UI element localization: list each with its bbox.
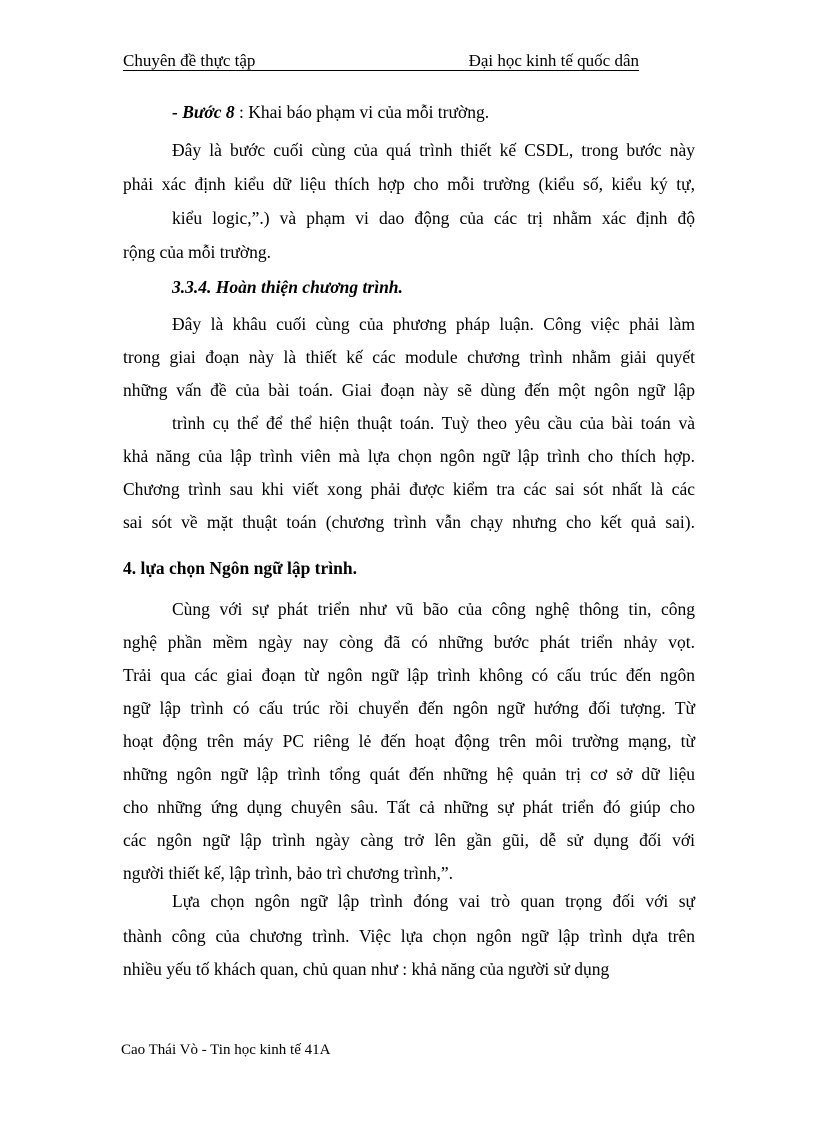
header-left: Chuyên đề thực tập — [123, 51, 256, 70]
paragraph-line: Trải qua các giai đoạn từ ngôn ngữ lập trình không có cấu trúc đến ngôn — [123, 665, 695, 685]
paragraph-line: Chương trình sau khi viết xong phải được kiểm tra các sai sót nhất là các — [123, 479, 695, 499]
paragraph-line: trong giai đoạn này là thiết kế các module chương trình nhằm giải quyết — [123, 347, 695, 367]
section-heading-4: 4. lựa chọn Ngôn ngữ lập trình. — [123, 558, 357, 578]
section-heading-334: 3.3.4. Hoàn thiện chương trình. — [172, 277, 403, 297]
paragraph-line: những vấn đề của bài toán. Giai đoạn này sẽ dùng đến một ngôn ngữ lập — [123, 380, 695, 400]
step8-text: : Khai báo phạm vi của mỗi trường. — [234, 102, 490, 122]
paragraph-line: các ngôn ngữ lập trình ngày càng trở lên gần gũi, dễ sử dụng đối với — [123, 830, 695, 850]
paragraph-line: Cùng với sự phát triển như vũ bão của công nghệ thông tin, công — [172, 599, 695, 619]
paragraph-line: nghệ phần mềm ngày nay còng đã có những bước phát triển nhảy vọt. — [123, 632, 695, 652]
step8-label: - Bước 8 — [172, 102, 235, 122]
paragraph-line: cho những ứng dụng chuyên sâu. Tất cả những sự phát triển đó giúp cho — [123, 797, 695, 817]
paragraph-line: hoạt động trên máy PC riêng lẻ đến hoạt động trên môi trường mạng, từ — [123, 731, 695, 751]
paragraph-line: những ngôn ngữ lập trình tổng quát đến những hệ quản trị cơ sở dữ liệu — [123, 764, 695, 784]
paragraph-line: phải xác định kiểu dữ liệu thích hợp cho mỗi trường (kiểu số, kiểu ký tự, — [123, 174, 695, 194]
paragraph-line: khả năng của lập trình viên mà lựa chọn ngôn ngữ lập trình cho thích hợp. — [123, 446, 695, 466]
paragraph-line: thành công của chương trình. Việc lựa chọn ngôn ngữ lập trình dựa trên — [123, 926, 695, 946]
paragraph-line: trình cụ thể để thể hiện thuật toán. Tuỳ theo yêu cầu của bài toán và — [172, 413, 695, 433]
paragraph-line: kiểu logic,”.) và phạm vi dao động của các trị nhằm xác định độ — [172, 208, 695, 228]
paragraph-line: Lựa chọn ngôn ngữ lập trình đóng vai trò quan trọng đối với sự — [172, 891, 695, 911]
page-header — [123, 50, 639, 72]
header-rule — [123, 70, 639, 71]
paragraph-line: người thiết kế, lập trình, bảo trì chương trình,”. — [123, 863, 454, 883]
paragraph-line: Đây là khâu cuối cùng của phương pháp luận. Công việc phải làm — [172, 314, 695, 334]
header-right: Đại học kinh tế quốc dân — [468, 51, 639, 70]
step8-line — [172, 100, 489, 124]
paragraph-line: nhiều yếu tố khách quan, chủ quan như : khả năng của người sử dụng — [123, 959, 610, 979]
page-footer: Cao Thái Vò - Tin học kinh tế 41A — [121, 1042, 331, 1058]
paragraph-line: Đây là bước cuối cùng của quá trình thiết kế CSDL, trong bước này — [172, 140, 695, 160]
paragraph-line: sai sót về mặt thuật toán (chương trình vẫn chạy nhưng cho kết quả sai). — [123, 512, 695, 532]
paragraph-line: ngữ lập trình có cấu trúc rồi chuyển đến ngôn ngữ hướng đối tượng. Từ — [123, 698, 695, 718]
paragraph-line: rộng của mỗi trường. — [123, 242, 272, 262]
